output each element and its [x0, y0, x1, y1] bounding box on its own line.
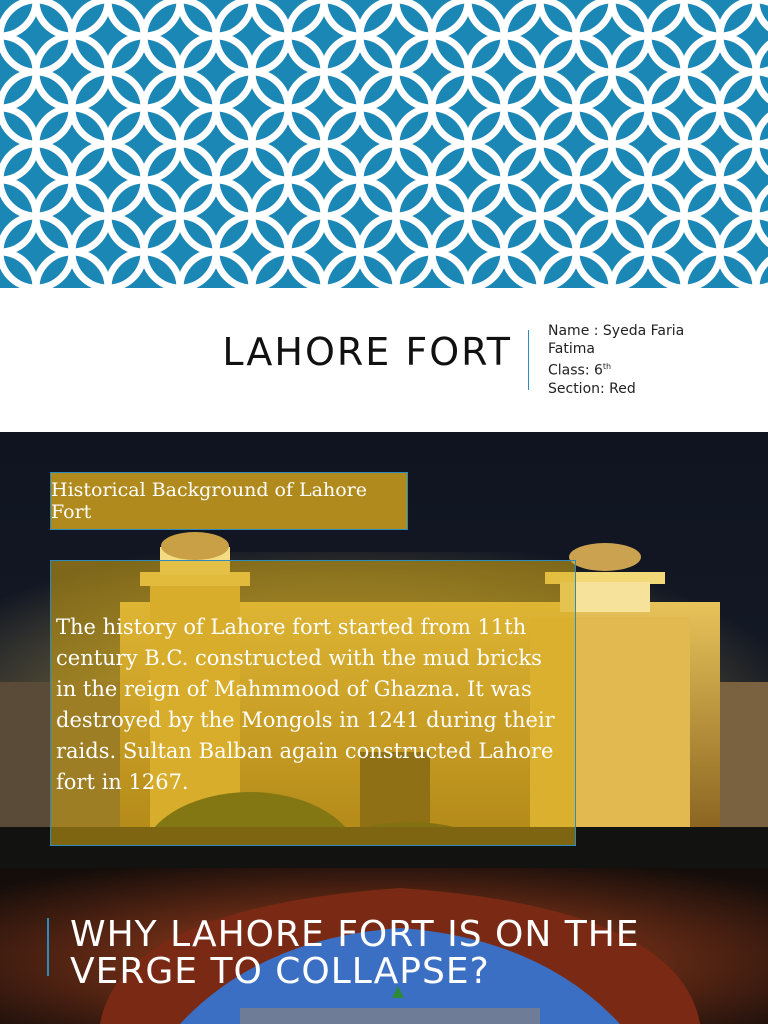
student-class [548, 358, 684, 380]
student-name-cont: Fatima [548, 341, 595, 357]
class-suffix: th [602, 362, 612, 371]
presentation-title: LAHORE FORT [222, 330, 512, 374]
title-divider [528, 330, 529, 390]
title-slide [0, 0, 768, 432]
class-label: Class: 6 [548, 362, 603, 379]
title-accent-bar [47, 918, 49, 976]
history-heading: Historical Background of Lahore Fort [51, 479, 367, 523]
history-heading-box [50, 472, 408, 530]
student-info [548, 322, 684, 398]
history-body-text: The history of Lahore fort started from 11th century B.C. constructed with the mud bricks in the reign of Mahmmood of Ghazna. It was destroyed by the Mongols in 1241 during their raids. Sultan Balban again constructed Lahore fort in 1267. [56, 615, 555, 794]
ring-pattern-banner [0, 0, 768, 288]
student-section: Section: Red [548, 380, 636, 397]
history-slide [0, 432, 768, 868]
student-name: Name : Syeda Faria [548, 323, 685, 339]
collapse-title: WHY LAHORE FORT IS ON THE VERGE TO COLLAPSE? [70, 914, 640, 992]
collapse-slide [0, 868, 768, 1024]
